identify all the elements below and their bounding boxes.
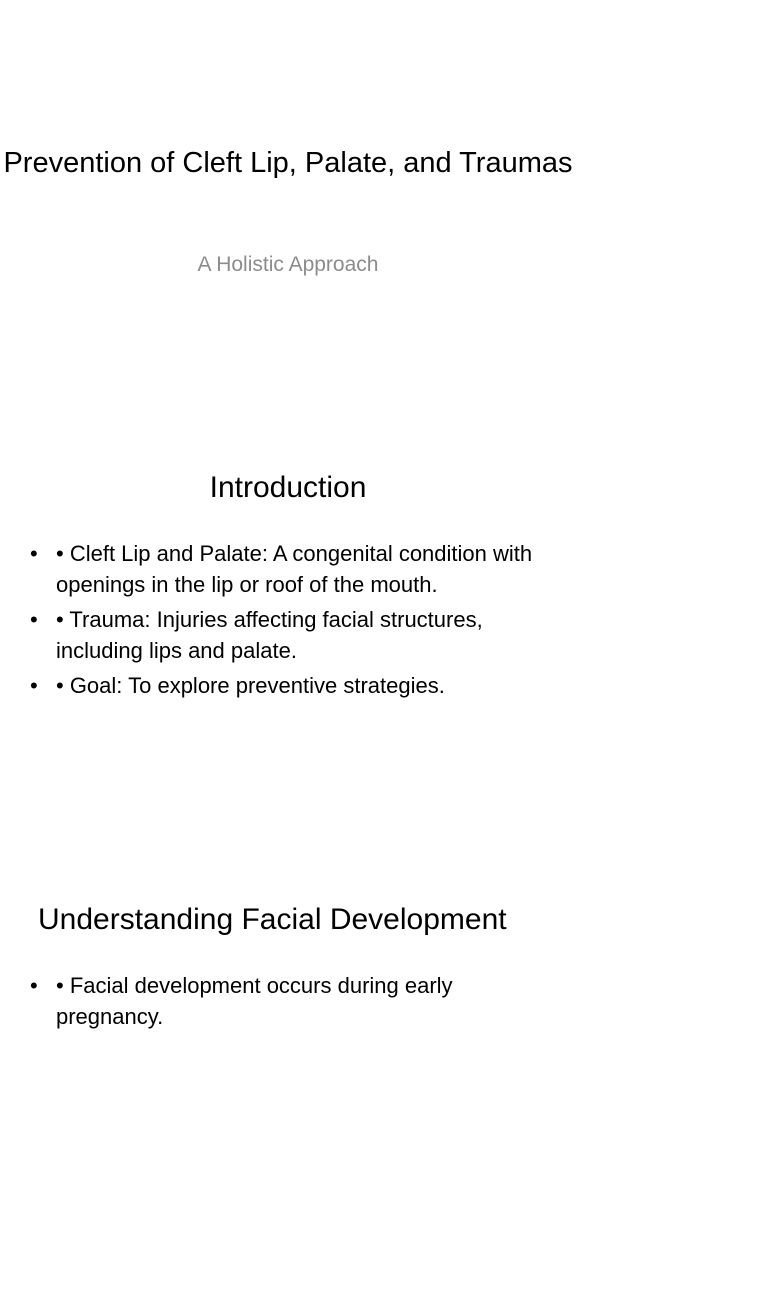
bullet-icon: • (30, 541, 38, 566)
bullet-list (30, 538, 540, 705)
facial-development-slide (0, 864, 576, 1296)
bullet-text: • Facial development occurs during early pregnancy. (56, 973, 453, 1029)
list-item (30, 970, 540, 1032)
slide-heading: Introduction (209, 471, 367, 504)
bullet-text: • Trauma: Injuries affecting facial structures, including lips and palate. (56, 607, 483, 663)
introduction-slide (0, 432, 576, 864)
bullet-icon: • (30, 973, 38, 998)
title-slide (0, 0, 576, 432)
bullet-list (30, 970, 540, 1036)
slide-heading: Understanding Facial Development (38, 903, 507, 936)
list-item (30, 538, 540, 600)
list-item (30, 604, 540, 666)
bullet-icon: • (30, 607, 38, 632)
presentation-subtitle: A Holistic Approach (197, 253, 379, 276)
list-item (30, 670, 540, 701)
presentation-title: Prevention of Cleft Lip, Palate, and Traumas (3, 147, 573, 179)
bullet-text: • Goal: To explore preventive strategies. (56, 673, 445, 698)
bullet-text: • Cleft Lip and Palate: A congenital condition with openings in the lip or roof of the mouth. (56, 541, 533, 597)
bullet-icon: • (30, 673, 38, 698)
